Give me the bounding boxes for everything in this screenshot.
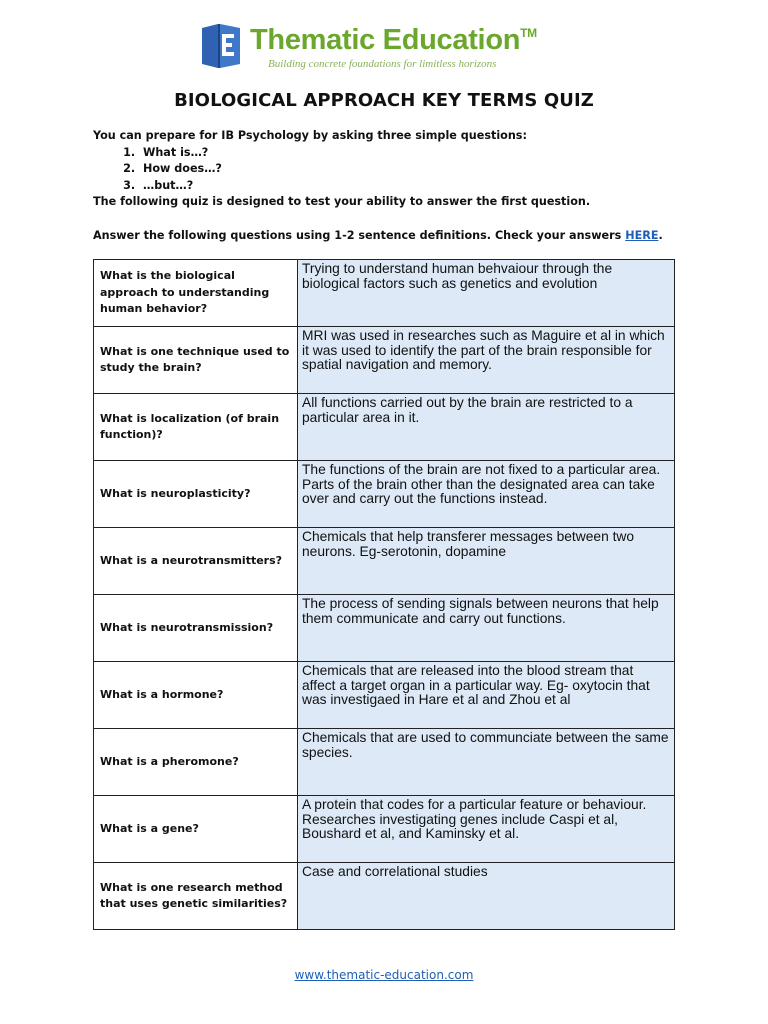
question-list-item: 1. What is…? — [139, 145, 693, 162]
brand-header — [198, 22, 578, 74]
intro-lead: You can prepare for IB Psychology by asking three simple questions: — [93, 129, 527, 142]
question-cell: What is a hormone? — [94, 662, 298, 729]
answer-cell[interactable]: Trying to understand human behvaiour through the biological factors such as genetics and evolution — [298, 260, 675, 327]
answer-cell[interactable]: MRI was used in researches such as Maguire et al in which it was used to identify the part of the brain responsible for spatial navigation and memory. — [298, 327, 675, 394]
question-cell: What is a neurotransmitters? — [94, 528, 298, 595]
table-row — [94, 528, 675, 595]
question-list-item: 2. How does…? — [139, 161, 693, 178]
question-cell: What is a pheromone? — [94, 729, 298, 796]
answer-cell[interactable]: Case and correlational studies — [298, 863, 675, 930]
answer-cell[interactable]: Chemicals that are used to communciate between the same species. — [298, 729, 675, 796]
question-cell: What is one technique used to study the brain? — [94, 327, 298, 394]
brand-name: Thematic Education™ — [250, 24, 537, 56]
question-list — [93, 145, 693, 195]
answer-cell[interactable]: The functions of the brain are not fixed to a particular area. Parts of the brain other than the designated area can take over and carry out the functions instead. — [298, 461, 675, 528]
question-list-item: 3. …but…? — [139, 178, 693, 195]
answers-link[interactable]: HERE — [625, 228, 659, 242]
quiz-table — [93, 259, 675, 930]
answer-cell[interactable]: Chemicals that are released into the blood stream that affect a target organ in a particular way. Eg- oxytocin that was investigaed in Hare et al and Zhou et al — [298, 662, 675, 729]
page-title: BIOLOGICAL APPROACH KEY TERMS QUIZ — [174, 90, 594, 111]
question-cell: What is a gene? — [94, 796, 298, 863]
intro-text — [93, 128, 693, 244]
table-row — [94, 595, 675, 662]
table-row — [94, 796, 675, 863]
table-row — [94, 260, 675, 327]
table-row — [94, 394, 675, 461]
answer-cell[interactable]: All functions carried out by the brain are restricted to a particular area in it. — [298, 394, 675, 461]
table-row — [94, 863, 675, 930]
table-row — [94, 461, 675, 528]
brand-tagline: Building concrete foundations for limitless horizons — [268, 58, 497, 70]
table-row — [94, 327, 675, 394]
answer-cell[interactable]: Chemicals that help transferer messages between two neurons. Eg-serotonin, dopamine — [298, 528, 675, 595]
answer-cell[interactable]: The process of sending signals between neurons that help them communicate and carry out functions. — [298, 595, 675, 662]
trademark-mark: TM — [520, 26, 537, 40]
question-cell: What is one research method that uses genetic similarities? — [94, 863, 298, 930]
book-icon — [198, 22, 244, 70]
answer-cell[interactable]: A protein that codes for a particular feature or behaviour. Researches investigating genes include Caspi et al, Boushard et al, and Kaminsky et al. — [298, 796, 675, 863]
intro-purpose: The following quiz is designed to test your ability to answer the first question. — [93, 195, 591, 208]
table-row — [94, 729, 675, 796]
website-link[interactable]: www.thematic-education.com — [294, 968, 474, 982]
table-row — [94, 662, 675, 729]
question-cell: What is the biological approach to understanding human behavior? — [94, 260, 298, 327]
question-cell: What is localization (of brain function)? — [94, 394, 298, 461]
instructions: Answer the following questions using 1-2 sentence definitions. Check your answers HERE. — [93, 228, 663, 242]
question-cell: What is neuroplasticity? — [94, 461, 298, 528]
footer — [0, 968, 768, 982]
question-cell: What is neurotransmission? — [94, 595, 298, 662]
